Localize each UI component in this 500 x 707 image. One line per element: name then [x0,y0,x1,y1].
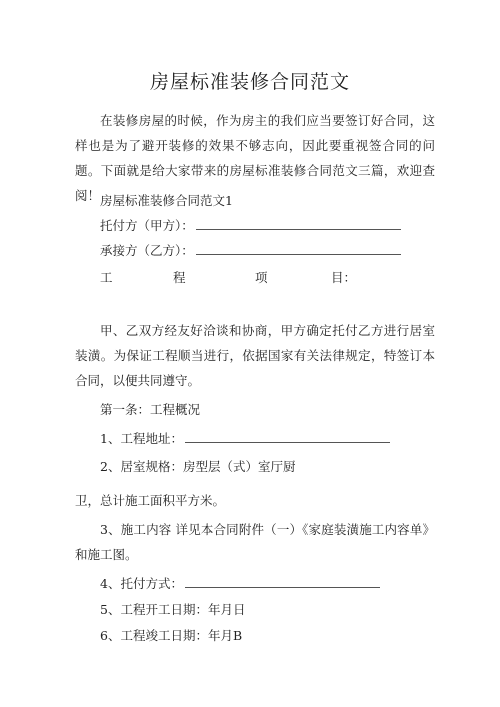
item-5-line: 5、工程开工日期：年月日 [100,602,246,617]
item-2-line: 2、居室规格：房型层（式）室厅厨 [100,459,296,474]
project-char-1: 工 [100,270,113,285]
project-char-2: 程 [173,270,186,285]
party-a-line [100,217,401,235]
party-a-blank [196,217,401,230]
body-paragraph: 甲、乙双方经友好洽谈和协商，甲方确定托付乙方进行居室装潢。为保证工程顺当进行，依据国家有关法律规定，特签订本合同，以便共同遵守。 [75,323,435,388]
intro-paragraph: 在装修房屋的时候，作为房主的我们应当要签订好合同，这样也是为了避开装修的效果不够志向，因此要重视签合同的问题。下面就是给大家带来的房屋标准装修合同范文三篇，欢迎查阅！ [75,113,435,203]
item-4-blank [185,575,380,588]
item-4-label: 4、托付方式： [100,576,183,591]
party-b-label: 承接方（乙方）： [100,243,194,258]
item-4-line [100,575,380,593]
party-b-line [100,242,401,260]
party-b-blank [196,242,401,255]
project-char-3: 项 [255,270,268,285]
contract-subtitle: 房屋标准装修合同范文1 [100,193,233,208]
document-title: 房屋标准装修合同范文 [149,71,350,93]
party-a-label: 托付方（甲方）： [100,218,194,233]
item-1-blank [185,430,390,443]
item-6-line: 6、工程竣工日期：年月B [100,628,243,643]
project-char-4: 目： [331,270,357,285]
item-3-paragraph: 3、施工内容 详见本合同附件（一）《家庭装潢施工内容单》和施工图。 [75,522,435,562]
article-1-heading: 第一条：工程概况 [100,402,201,417]
item-2-continuation: 卫，总计施工面积平方米。 [75,493,226,508]
item-1-label: 1、工程地址： [100,431,183,446]
item-1-line [100,430,390,448]
